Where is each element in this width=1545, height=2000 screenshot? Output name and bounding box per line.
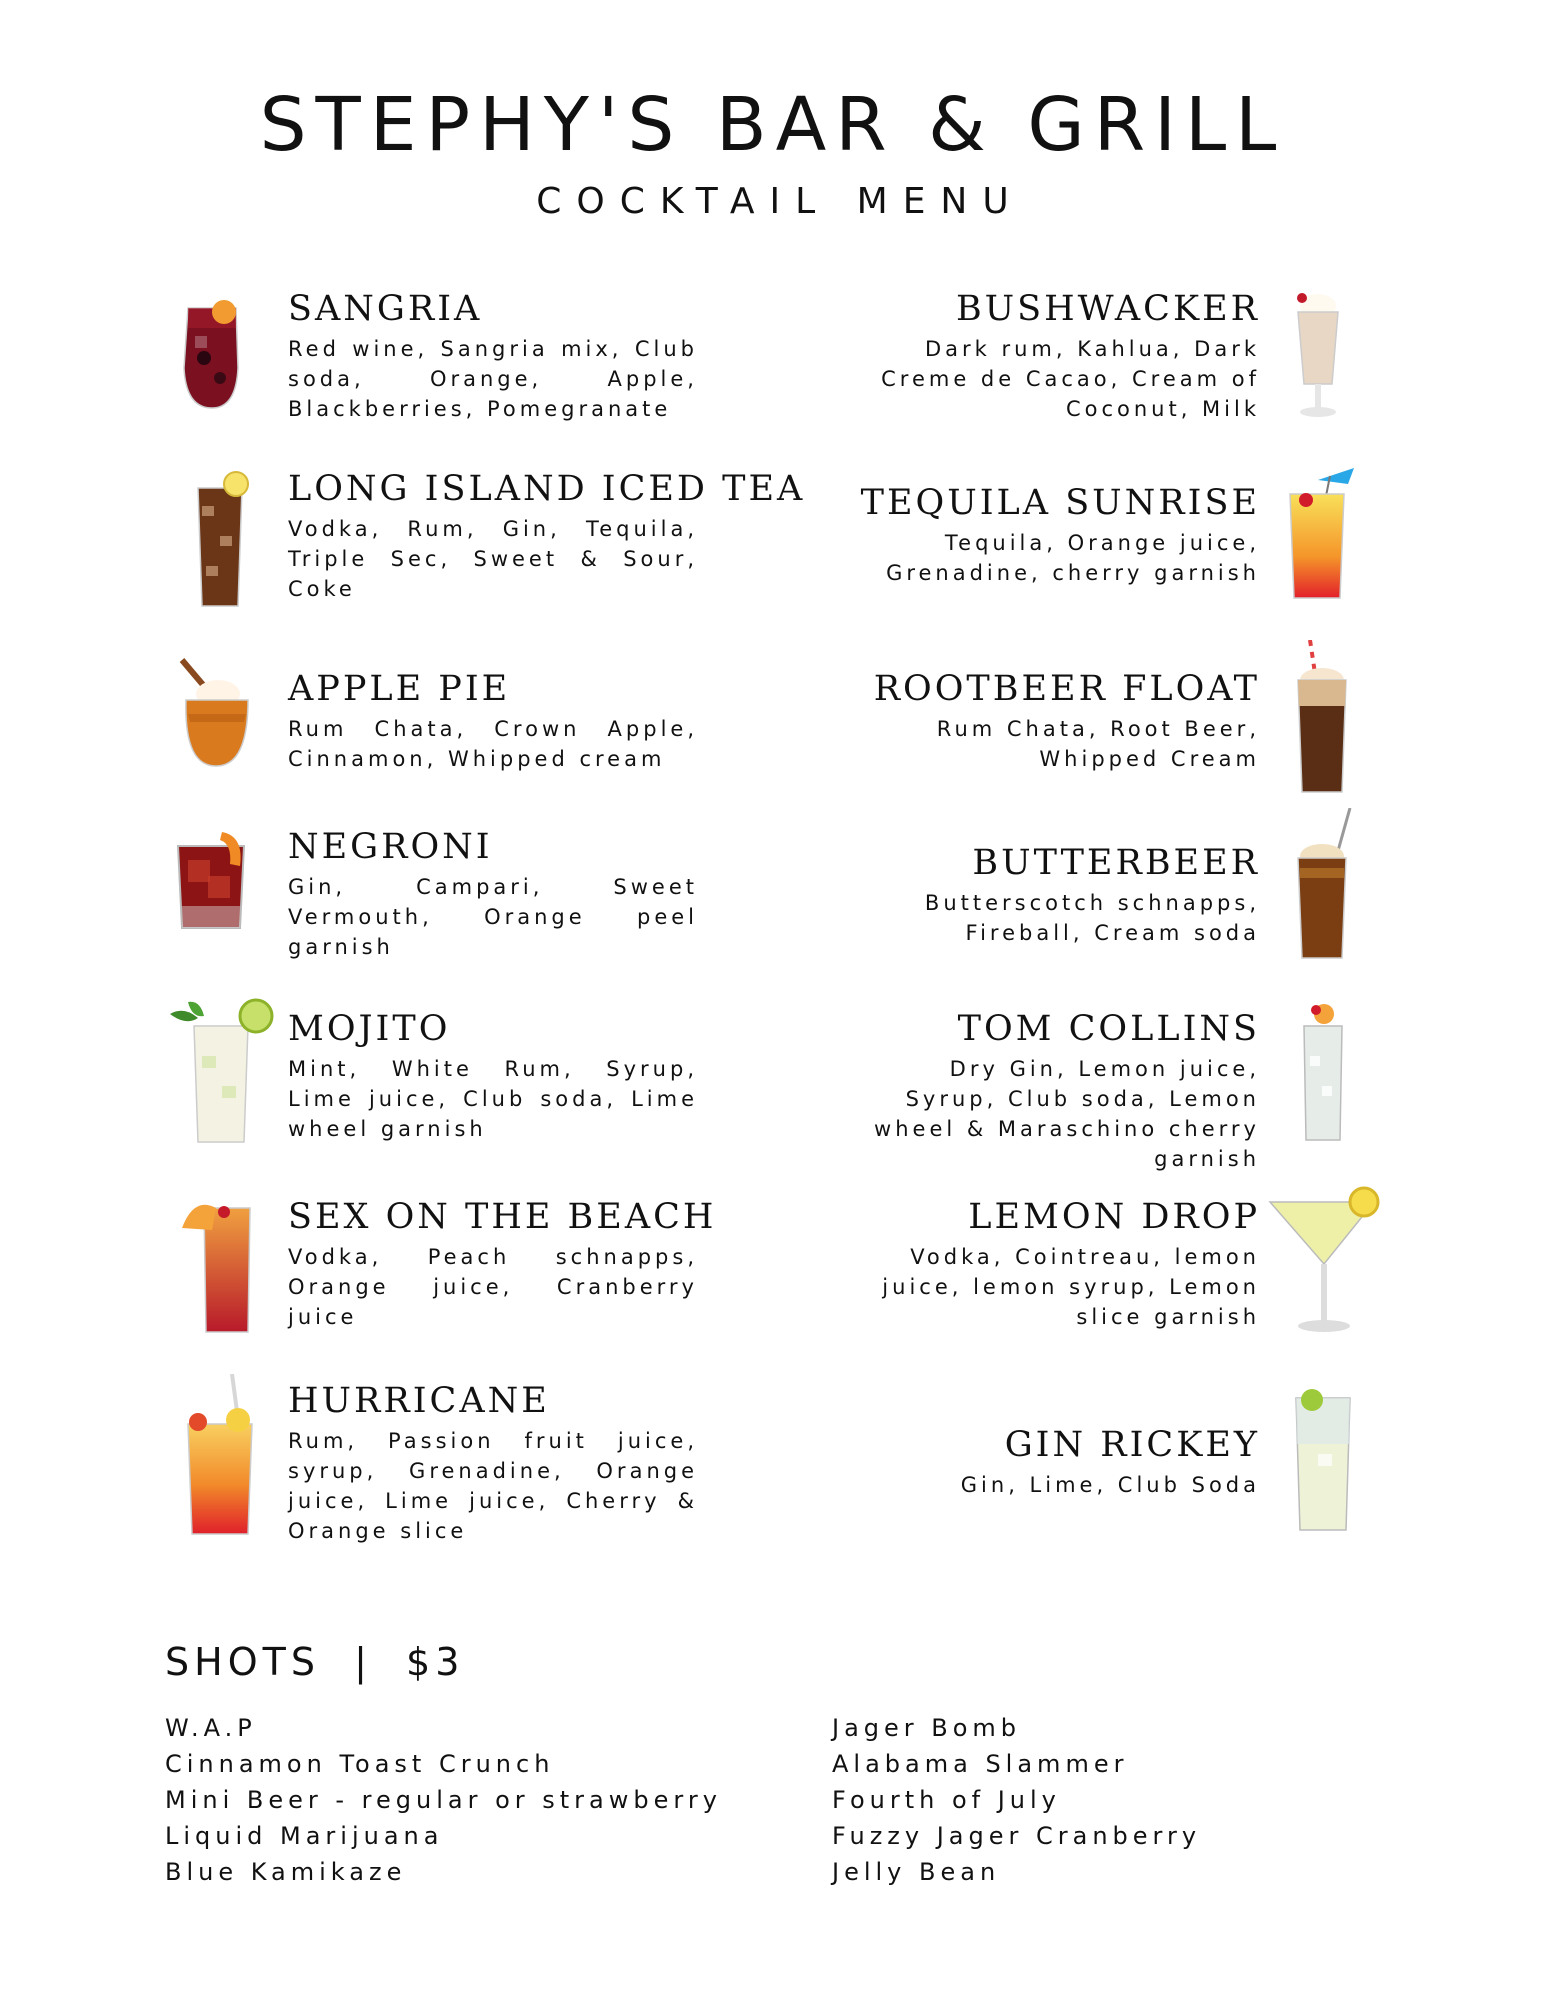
menu-item-apple-pie	[288, 668, 698, 774]
item-name: SANGRIA	[288, 289, 483, 329]
item-description: Tequila, Orange juice, Grenadine, cherry garnish	[886, 531, 1260, 585]
item-description: Rum Chata, Root Beer, Whipped Cream	[936, 717, 1260, 771]
shots-list-right	[832, 1710, 1201, 1890]
menu-item-negroni	[288, 826, 698, 962]
butterbeer-glass-icon	[1290, 808, 1356, 966]
shots-list-left	[165, 1710, 722, 1890]
item-name: TEQUILA SUNRISE	[860, 483, 1260, 523]
item-description: Vodka, Peach schnapps, Orange juice, Cranberry juice	[288, 1245, 698, 1329]
tom-collins-glass-icon	[1296, 996, 1350, 1146]
menu-item-hurricane	[288, 1380, 698, 1546]
menu-item-butterbeer	[850, 842, 1260, 948]
sex-on-the-beach-glass-icon	[178, 1188, 260, 1338]
menu-item-long-island-iced-tea	[288, 468, 806, 604]
item-name: BUTTERBEER	[972, 843, 1260, 883]
menu-item-sex-on-the-beach	[288, 1196, 717, 1332]
shot-item: W.A.P	[165, 1714, 257, 1742]
item-name: LEMON DROP	[968, 1197, 1260, 1237]
item-description: Gin, Lime, Club Soda	[960, 1473, 1260, 1497]
item-description: Gin, Campari, Sweet Vermouth, Orange peel garnish	[288, 875, 698, 959]
item-description: Dry Gin, Lemon juice, Syrup, Club soda, Lemon wheel & Maraschino cherry garnish	[874, 1057, 1260, 1171]
shot-item: Blue Kamikaze	[165, 1858, 407, 1886]
shots-heading: SHOTS | $3	[165, 1640, 465, 1684]
shot-item: Alabama Slammer	[832, 1750, 1129, 1778]
long-island-glass-icon	[190, 466, 250, 616]
menu-item-tom-collins	[850, 1008, 1260, 1174]
item-description: Vodka, Cointreau, lemon juice, lemon syrup, Lemon slice garnish	[882, 1245, 1260, 1329]
item-name: GIN RICKEY	[1004, 1425, 1260, 1465]
item-name: APPLE PIE	[288, 669, 511, 709]
shot-item: Jager Bomb	[832, 1714, 1022, 1742]
shot-item: Cinnamon Toast Crunch	[165, 1750, 555, 1778]
item-name: SEX ON THE BEACH	[288, 1197, 717, 1237]
item-description: Butterscotch schnapps, Fireball, Cream soda	[924, 891, 1260, 945]
menu-item-lemon-drop	[850, 1196, 1260, 1332]
bushwacker-glass-icon	[1288, 288, 1348, 422]
menu-subtitle: COCKTAIL MENU	[536, 181, 1024, 222]
shot-item: Mini Beer - regular or strawberry	[165, 1786, 722, 1814]
item-description: Rum, Passion fruit juice, syrup, Grenadine, Orange juice, Lime juice, Cherry & Orange slice	[288, 1429, 698, 1543]
menu-item-mojito	[288, 1008, 698, 1144]
menu-item-rootbeer-float	[850, 668, 1260, 774]
shot-item: Liquid Marijuana	[165, 1822, 444, 1850]
menu-item-gin-rickey	[850, 1424, 1260, 1500]
item-description: Rum Chata, Crown Apple, Cinnamon, Whipped cream	[288, 717, 698, 771]
item-name: LONG ISLAND ICED TEA	[288, 469, 806, 509]
item-description: Vodka, Rum, Gin, Tequila, Triple Sec, Sweet & Sour, Coke	[288, 517, 698, 601]
rootbeer-float-glass-icon	[1292, 640, 1352, 800]
item-description: Mint, White Rum, Syrup, Lime juice, Club soda, Lime wheel garnish	[288, 1057, 698, 1141]
sangria-glass-icon	[170, 298, 250, 418]
menu-item-bushwacker	[850, 288, 1260, 424]
mojito-glass-icon	[164, 996, 274, 1146]
item-name: BUSHWACKER	[955, 289, 1260, 329]
negroni-glass-icon	[170, 826, 256, 936]
item-name: TOM COLLINS	[957, 1009, 1260, 1049]
hurricane-glass-icon	[178, 1374, 264, 1542]
restaurant-title: STEPHY'S BAR & GRILL	[259, 82, 1286, 168]
item-name: MOJITO	[288, 1009, 451, 1049]
menu-item-sangria	[288, 288, 698, 424]
item-name: HURRICANE	[288, 1381, 550, 1421]
shot-item: Fuzzy Jager Cranberry	[832, 1822, 1202, 1850]
gin-rickey-glass-icon	[1288, 1384, 1358, 1536]
menu-header	[0, 82, 1545, 222]
lemon-drop-glass-icon	[1264, 1180, 1384, 1340]
item-name: NEGRONI	[288, 827, 493, 867]
item-description: Dark rum, Kahlua, Dark Creme de Cacao, Cream of Coconut, Milk	[881, 337, 1260, 421]
shot-item: Jelly Bean	[832, 1858, 1001, 1886]
apple-pie-glass-icon	[176, 656, 256, 776]
tequila-sunrise-glass-icon	[1284, 466, 1360, 606]
menu-item-tequila-sunrise	[850, 482, 1260, 588]
item-name: ROOTBEER FLOAT	[873, 669, 1260, 709]
item-description: Red wine, Sangria mix, Club soda, Orange, Apple, Blackberries, Pomegranate	[288, 337, 698, 421]
shot-item: Fourth of July	[832, 1786, 1061, 1814]
